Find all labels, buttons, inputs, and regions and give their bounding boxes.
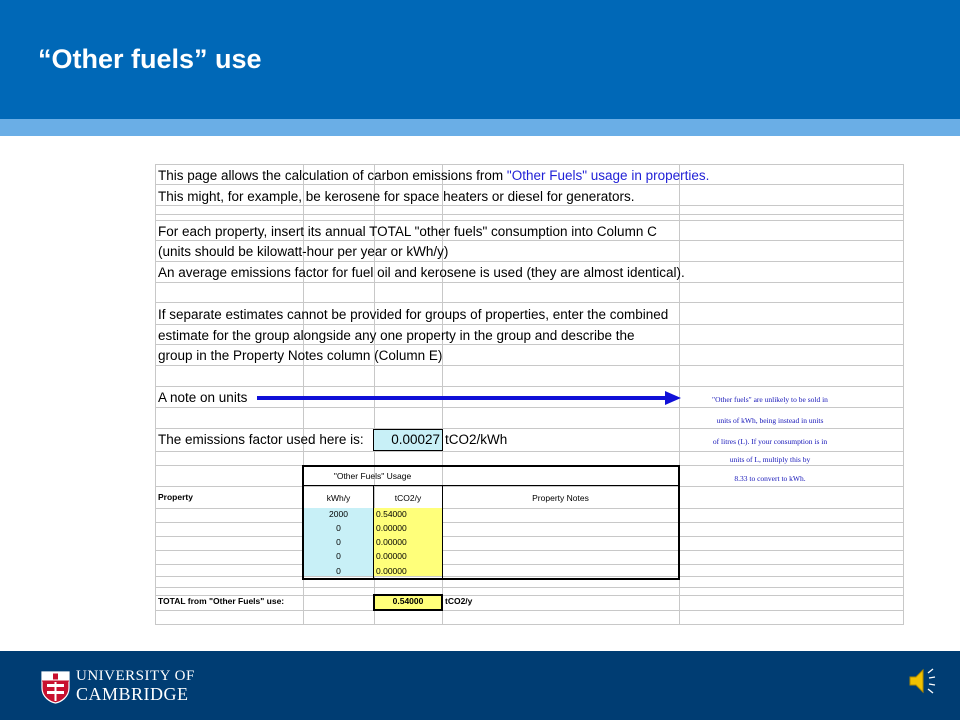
header-strip	[0, 119, 960, 136]
row-2-kwh-cell[interactable]: 0	[336, 523, 341, 533]
total-unit: tCO2/y	[445, 596, 473, 606]
factor-cell-border	[442, 429, 443, 451]
intro-line-2: This might, for example, be kerosene for space heaters or diesel for generators.	[158, 189, 635, 204]
row-4-kwh-cell[interactable]: 0	[336, 551, 341, 561]
units-note-line-1: "Other fuels" are unlikely to be sold in	[712, 395, 828, 404]
grid-line-horizontal	[155, 550, 904, 551]
total-cell-border	[373, 609, 443, 611]
col-header-kwh: kWh/y	[326, 493, 351, 503]
grid-line-horizontal	[155, 587, 904, 588]
speaker-icon[interactable]	[906, 666, 938, 696]
row-3-tco2-cell: 0.00000	[376, 537, 407, 547]
grid-line-horizontal	[155, 508, 904, 509]
grid-line-horizontal	[155, 386, 904, 387]
factor-cell-border	[373, 450, 443, 451]
grid-line-horizontal	[155, 624, 904, 625]
table-bottom-border	[303, 578, 680, 580]
university-name-line-2: CAMBRIDGE	[76, 684, 189, 704]
units-note-line-4: units of L, multiply this by	[729, 455, 811, 464]
grid-line-horizontal	[155, 576, 904, 577]
row-5-tco2-cell: 0.00000	[376, 566, 407, 576]
row-1-tco2-cell: 0.54000	[376, 509, 407, 519]
col-header-tco2: tCO2/y	[394, 493, 422, 503]
row-3-kwh-cell[interactable]: 0	[336, 537, 341, 547]
col-header-notes: Property Notes	[532, 493, 589, 503]
factor-cell-border	[373, 429, 443, 430]
grid-line-horizontal	[155, 302, 904, 303]
grid-line-horizontal	[155, 205, 904, 206]
grid-line-horizontal	[155, 451, 904, 452]
intro-line-7: estimate for the group alongside any one property in the group and describe the	[158, 328, 635, 343]
table-left-border	[302, 465, 304, 580]
intro-line-4: (units should be kilowatt-hour per year or kWh/y)	[158, 244, 449, 259]
total-label: TOTAL from "Other Fuels" use:	[158, 596, 285, 606]
intro-line-3: For each property, insert its annual TOTAL "other fuels" consumption into Column C	[158, 224, 657, 239]
grid-line-horizontal	[155, 282, 904, 283]
grid-line-horizontal	[155, 214, 904, 215]
table-header-divider	[303, 485, 680, 486]
grid-line-vertical	[903, 164, 904, 624]
grid-line-vertical	[155, 164, 156, 624]
property-header: Property	[158, 492, 193, 502]
factor-unit: tCO2/kWh	[445, 432, 508, 447]
intro-line-1: This page allows the calculation of carbon emissions from "Other Fuels" usage in properties.	[158, 168, 710, 183]
usage-group-header: "Other Fuels" Usage	[333, 471, 412, 481]
grid-line-horizontal	[155, 344, 904, 345]
factor-label: The emissions factor used here is:	[158, 432, 364, 447]
grid-line-horizontal	[155, 184, 904, 185]
grid-line-horizontal	[155, 428, 904, 429]
grid-line-horizontal	[155, 240, 904, 241]
grid-line-horizontal	[155, 407, 904, 408]
university-name-line-1: UNIVERSITY OF	[76, 668, 195, 684]
pointer-arrow-icon	[257, 390, 681, 406]
grid-line-horizontal	[155, 365, 904, 366]
grid-line-horizontal	[155, 536, 904, 537]
grid-line-horizontal	[155, 486, 904, 487]
units-note-label: A note on units	[158, 390, 248, 405]
units-note-line-3: of litres (L). If your consumption is in	[712, 437, 828, 446]
spreadsheet	[155, 164, 904, 624]
units-note-line-2: units of kWh, being instead in units	[716, 416, 824, 425]
total-value-cell: 0.54000	[392, 596, 424, 606]
table-top-border	[303, 465, 680, 467]
cambridge-crest-icon	[41, 671, 70, 704]
units-note-line-5: 8.33 to convert to kWh.	[734, 474, 806, 483]
slide-title: “Other fuels” use	[38, 44, 262, 74]
grid-line-horizontal	[155, 164, 904, 165]
grid-line-horizontal	[155, 220, 904, 221]
grid-line-horizontal	[155, 324, 904, 325]
row-1-kwh-cell[interactable]: 2000	[329, 509, 348, 519]
intro-line-8: group in the Property Notes column (Column E)	[158, 348, 443, 363]
intro-line-5: An average emissions factor for fuel oil and kerosene is used (they are almost identical).	[158, 265, 685, 280]
factor-value-cell[interactable]: 0.00027	[391, 432, 440, 447]
grid-line-horizontal	[155, 261, 904, 262]
row-2-tco2-cell: 0.00000	[376, 523, 407, 533]
row-5-kwh-cell[interactable]: 0	[336, 566, 341, 576]
intro-line-6: If separate estimates cannot be provided for groups of properties, enter the combined	[158, 307, 669, 322]
grid-line-horizontal	[155, 564, 904, 565]
row-4-tco2-cell: 0.00000	[376, 551, 407, 561]
grid-line-horizontal	[155, 610, 904, 611]
grid-line-horizontal	[155, 522, 904, 523]
